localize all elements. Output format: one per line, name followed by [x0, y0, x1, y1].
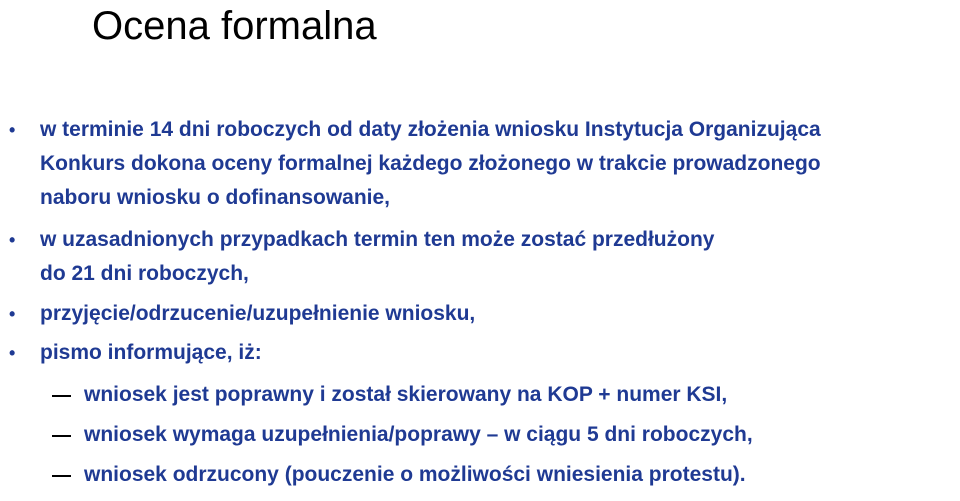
dash-icon — [52, 395, 71, 397]
bullet-dot-icon: • — [9, 230, 16, 250]
sub-list-item — [0, 378, 960, 412]
bullet-dot-icon: • — [9, 343, 16, 363]
sub-item-text: wniosek jest poprawny i został skierowany na KOP + numer KSI, — [84, 383, 728, 406]
bullet-line: do 21 dni roboczych, — [40, 262, 249, 285]
bullet-line: w uzasadnionych przypadkach termin ten może zostać przedłużony — [40, 228, 715, 251]
bullet-item — [0, 297, 940, 331]
dash-icon — [52, 435, 71, 437]
dash-icon — [52, 475, 71, 477]
sub-item-text: wniosek odrzucony (pouczenie o możliwości wniesienia protestu). — [84, 463, 746, 486]
sub-item-text: wniosek wymaga uzupełnienia/poprawy – w ciągu 5 dni roboczych, — [84, 423, 753, 446]
bullet-line: Konkurs dokona oceny formalnej każdego złożonego w trakcie prowadzonego — [40, 152, 821, 175]
sub-list-item — [0, 418, 960, 452]
bullet-dot-icon: • — [9, 304, 16, 324]
bullet-item — [0, 336, 940, 370]
bullet-line: przyjęcie/odrzucenie/uzupełnienie wniosku, — [40, 302, 476, 325]
page-title: Ocena formalna — [92, 4, 377, 48]
bullet-item — [0, 223, 940, 291]
bullet-line: w terminie 14 dni roboczych od daty złożenia wniosku Instytucja Organizująca — [40, 118, 821, 141]
bullet-line: naboru wniosku o dofinansowanie, — [40, 186, 391, 209]
sub-list-item — [0, 458, 960, 492]
bullet-dot-icon: • — [9, 120, 16, 140]
bullet-item — [0, 113, 940, 215]
bullet-line: pismo informujące, iż: — [40, 341, 262, 364]
bullet-list — [0, 113, 960, 498]
